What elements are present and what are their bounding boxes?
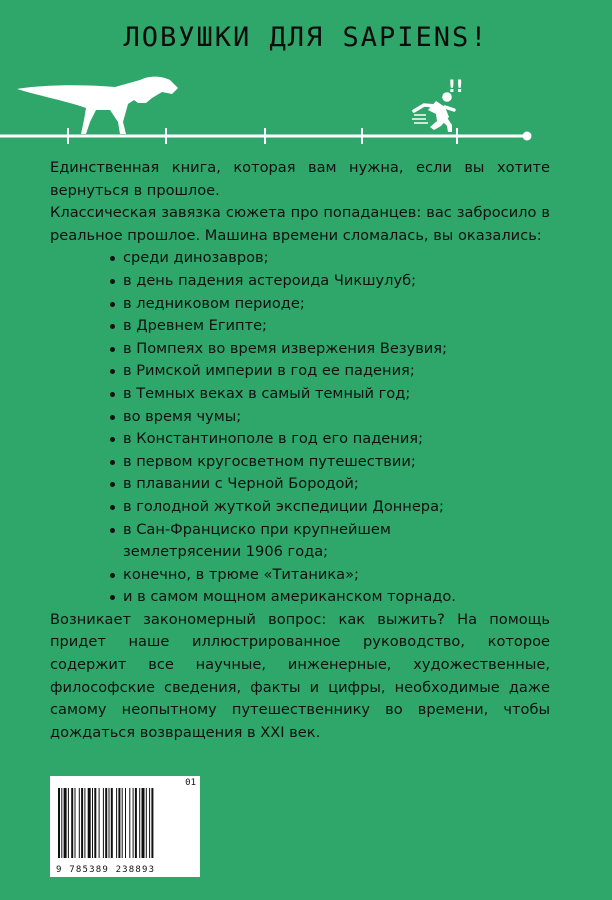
barcode [50,776,200,877]
barcode-bar [105,788,107,858]
list-item: в голодной жуткой экспедиции Доннера; [110,496,550,519]
list-item: в первом кругосветном путешествии; [110,451,550,474]
barcode-bar [146,788,147,858]
list-item: в Помпеях во время извержения Везувия; [110,338,550,361]
exclamation-marks: !! [448,77,464,97]
dinosaur-icon [17,77,178,134]
barcode-bar [75,788,76,858]
list-item: во время чумы; [110,406,550,429]
barcode-code: 01 [185,778,196,788]
barcode-bar [99,788,100,858]
list-item: в ледниковом периоде; [110,293,550,316]
barcode-bar [58,788,60,858]
list-item: в плавании с Черной Бородой; [110,473,550,496]
barcode-bar [125,788,126,858]
list-item: в день падения астероида Чикшулуб; [110,270,550,293]
barcode-bar [111,788,113,858]
barcode-bar [81,788,83,858]
list-item: в Темных веках в самый темный год; [110,383,550,406]
book-title: ЛОВУШКИ ДЛЯ SAPIENS! [123,22,489,53]
barcode-bar [118,788,120,858]
list-item: в Древнем Египте; [110,315,550,338]
scenario-list [50,247,550,609]
barcode-bar [84,788,85,858]
barcode-bar [109,788,110,858]
list-item: в Сан-Франциско при крупнейшем землетрясении 1906 года; [110,519,550,564]
setup-paragraph: Классическая завязка сюжета про попаданцев: вас забросило в реальное прошлое. Машина времени сломалась, вы оказались: [50,204,550,244]
barcode-bar [71,788,73,858]
barcode-bar [92,788,93,858]
intro-paragraph: Единственная книга, которая вам нужна, если вы хотите вернуться в прошлое. [50,159,550,199]
list-item: в Константинополе в год его падения; [110,428,550,451]
list-item: конечно, в трюме «Титаника»; [110,564,550,587]
timeline-illustration [0,70,612,150]
barcode-bar [116,788,117,858]
barcode-bar [139,788,140,858]
list-item: и в самом мощном американском торнадо. [110,586,550,609]
barcode-bar [88,788,91,858]
barcode-bar [133,788,134,858]
barcode-bar [64,788,67,858]
barcode-bar [61,788,62,858]
barcode-bar [129,788,130,858]
timeline-end-dot [523,132,532,141]
barcode-bars [50,776,200,877]
barcode-bar [149,788,150,858]
barcode-bar [151,788,153,858]
blurb-text [50,157,550,744]
list-item: в Римской империи в год ее падения; [110,360,550,383]
isbn-number: 9 785389 238893 [56,865,156,875]
barcode-bar [122,788,123,858]
barcode-bar [94,788,96,858]
list-item: среди динозавров; [110,247,550,270]
barcode-bar [103,788,104,858]
barcode-bar [135,788,137,858]
running-man-icon [412,92,454,132]
conclusion-paragraph: Возникает закономерный вопрос: как выжить? На помощь придет наше иллюстрированное руководство, которое содержит все научные, инженерные, художественные, философские сведения, факты и цифры, необходимые даже самому неопытному путешественнику во времени, чтобы дождаться возвращения в XXI век. [50,610,550,741]
barcode-bar [79,788,80,858]
barcode-bar [142,788,145,858]
barcode-bar [68,788,69,858]
